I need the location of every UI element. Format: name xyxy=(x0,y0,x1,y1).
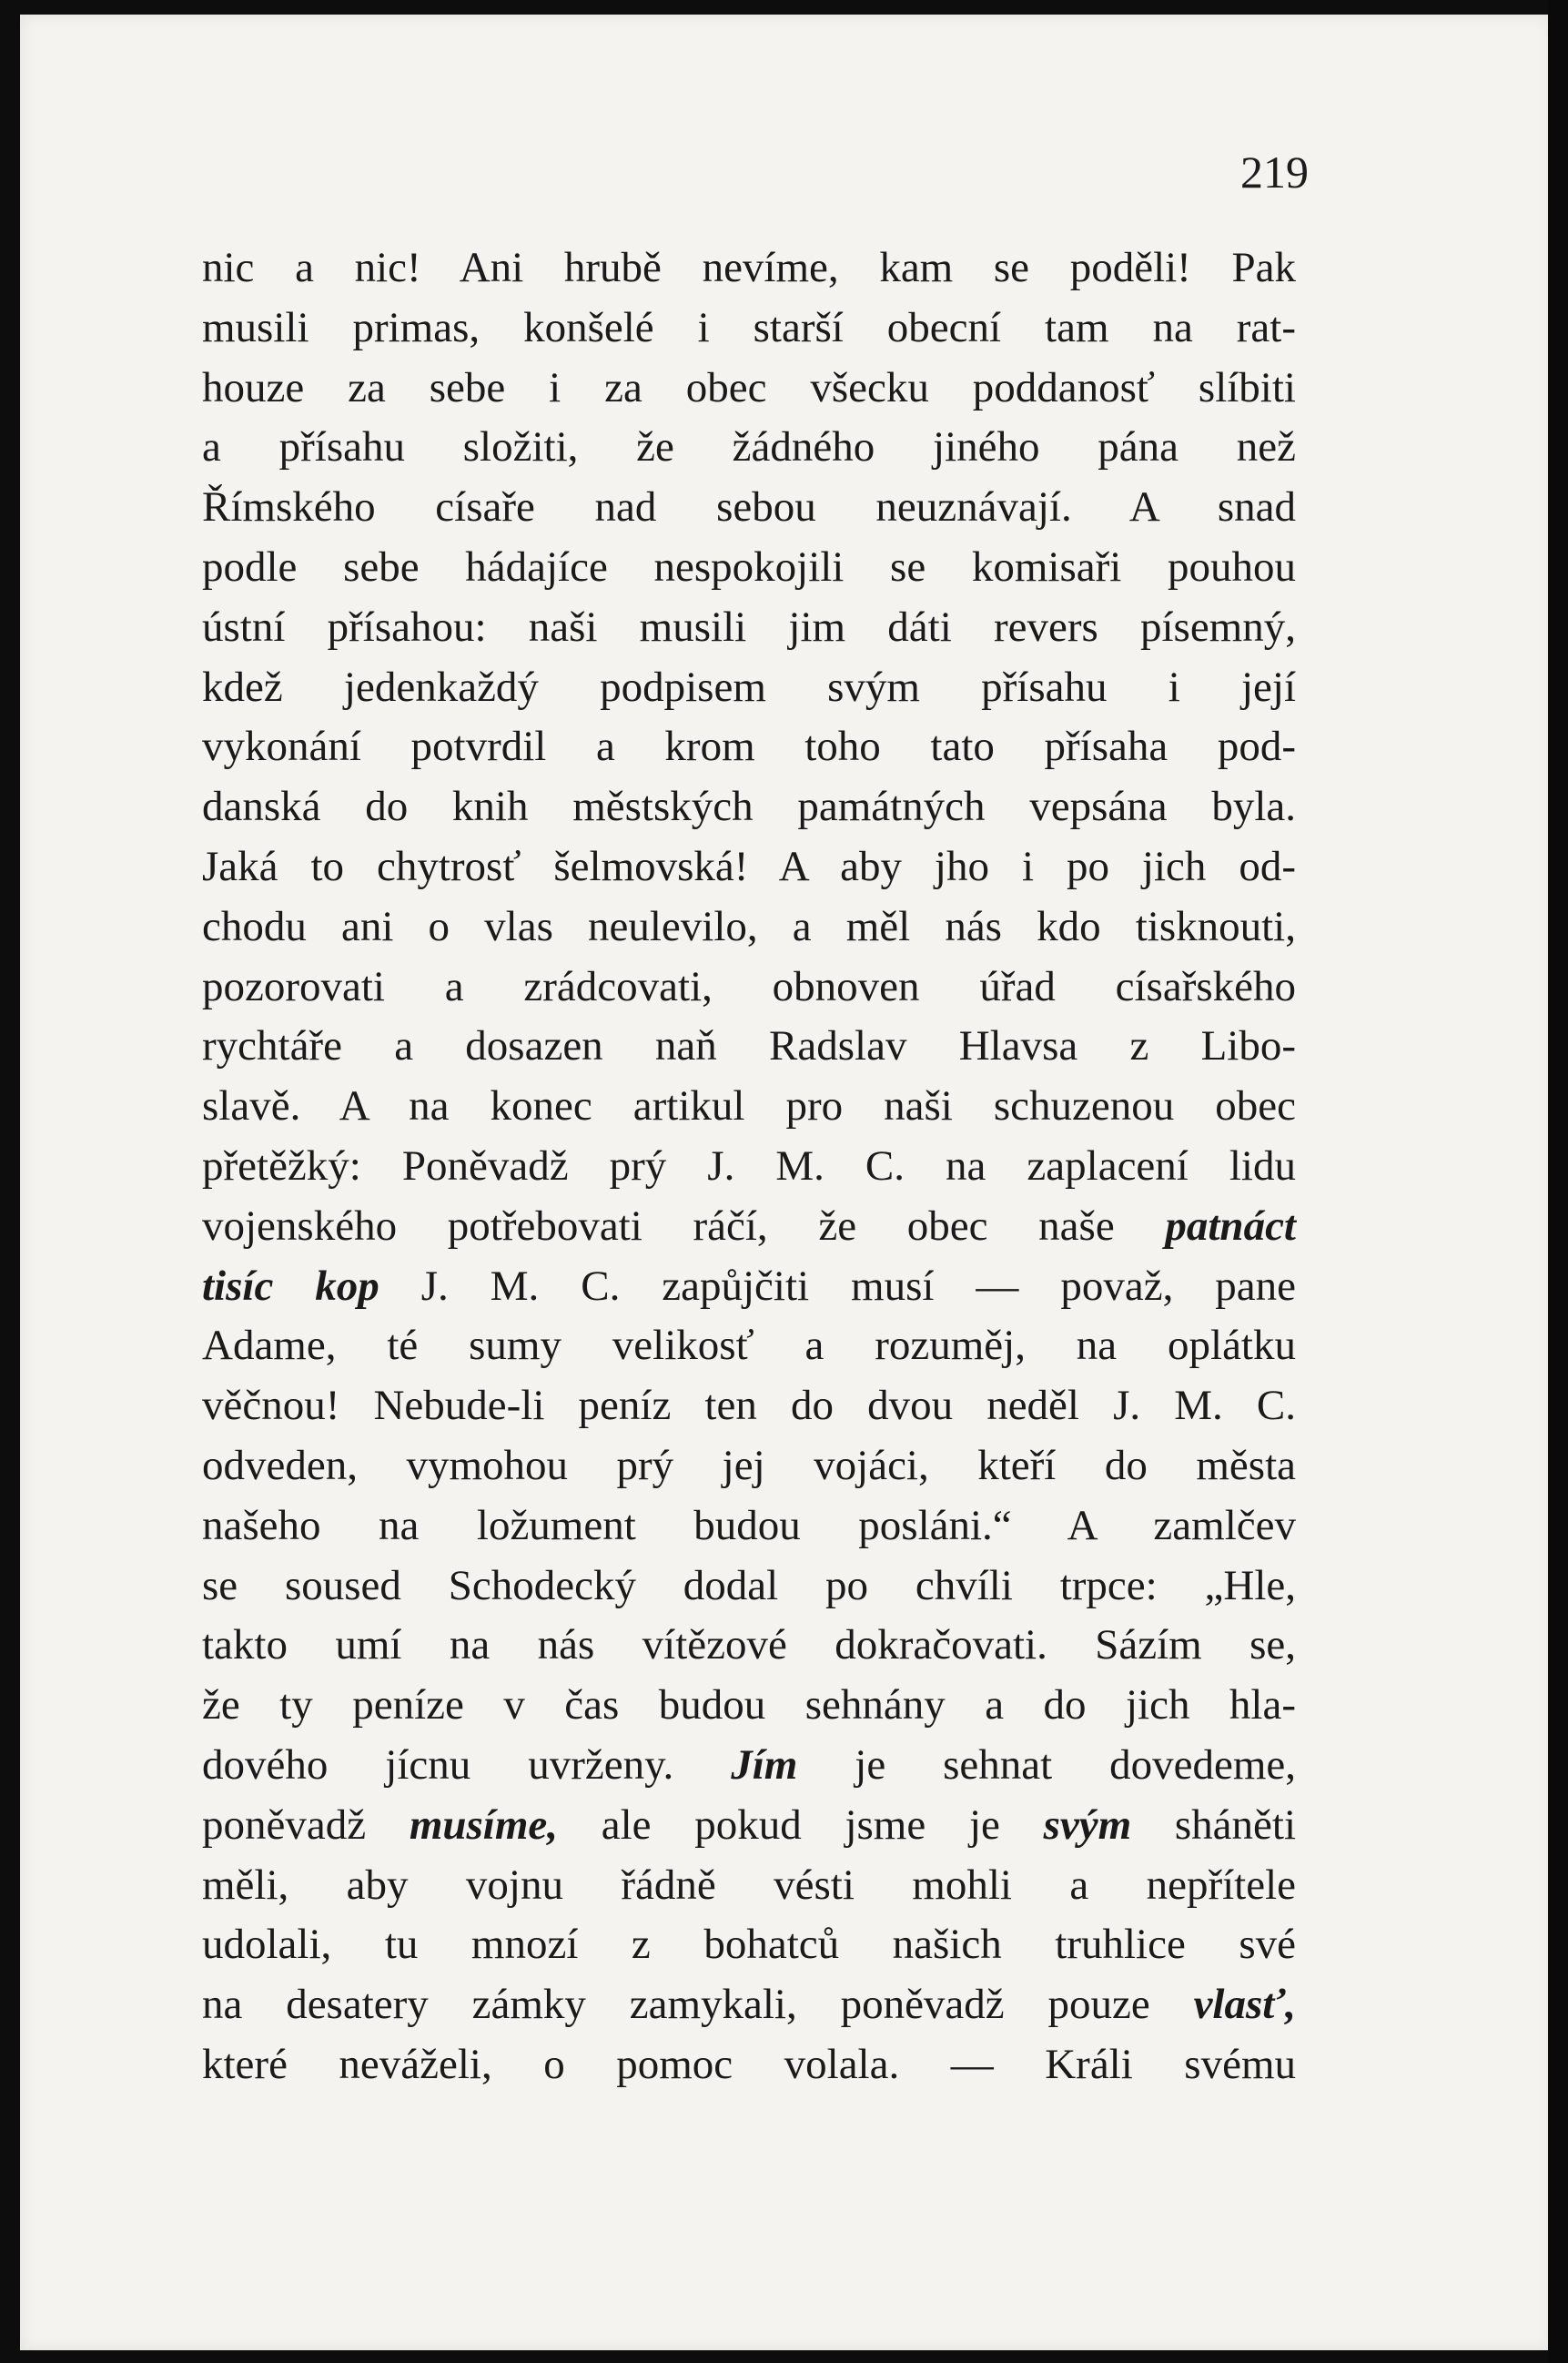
text-segment: poněvadž xyxy=(202,1800,367,1849)
text-line: chodu ani o vlas neulevilo, a měl nás kdo tisknouti, xyxy=(202,902,1296,950)
scan-edge xyxy=(1548,0,1568,2363)
text-segment: vojenského potřebovati ráčí, že obec naše xyxy=(202,1202,1115,1250)
text-line: ústní přísahou: naši musili jim dáti revers písemný, xyxy=(202,603,1296,651)
emphasized-text: Jím xyxy=(731,1740,798,1789)
text-line: měli, aby vojnu řádně vésti mohli a nepřítele xyxy=(202,1861,1296,1909)
text-line: že ty peníze v čas budou sehnány a do jich hla- xyxy=(202,1681,1296,1729)
text-segment: je sehnat dovedeme, xyxy=(855,1740,1296,1789)
text-line xyxy=(202,1796,1296,1856)
text-line xyxy=(202,1736,1296,1796)
emphasized-text: patnáct xyxy=(1165,1202,1296,1250)
text-line: věčnou! Nebude-li peníz ten do dvou neděl J. M. C. xyxy=(202,1382,1296,1430)
text-line: slavě. A na konec artikul pro naši schuzenou obec xyxy=(202,1082,1296,1131)
text-line xyxy=(202,1975,1296,2035)
text-line: vykonání potvrdil a krom toho tato přísaha pod- xyxy=(202,723,1296,771)
text-line: Římského císaře nad sebou neuznávají. A snad xyxy=(202,483,1296,532)
text-line: takto umí na nás vítězové dokračovati. Sázím se, xyxy=(202,1621,1296,1669)
text-segment: J. M. C. zapůjčiti musí — považ, pane xyxy=(420,1262,1296,1310)
text-line: musili primas, konšelé i starší obecní tam na rat- xyxy=(202,303,1296,351)
text-line: se soused Schodecký dodal po chvíli trpce: „Hle, xyxy=(202,1561,1296,1609)
text-line xyxy=(202,1197,1296,1257)
text-segment: dového jícnu uvrženy. xyxy=(202,1740,674,1789)
text-line: danská do knih městských památných vepsána byla. xyxy=(202,783,1296,831)
text-line: přetěžký: Poněvadž prý J. M. C. na zaplacení lidu xyxy=(202,1141,1296,1190)
text-line: našeho na ložument budou posláni.“ A zamlčev xyxy=(202,1501,1296,1549)
text-line: nic a nic! Ani hrubě nevíme, kam se poděli! Pak xyxy=(202,244,1296,291)
emphasized-text: vlasť, xyxy=(1193,1981,1296,2029)
emphasized-text: musíme, xyxy=(409,1800,559,1849)
text-line: udolali, tu mnozí z bohatců našich truhlice své xyxy=(202,1921,1296,1969)
text-line: houze za sebe i za obec všecku poddanosť slíbiti xyxy=(202,363,1296,411)
text-segment: ale pokud jsme je xyxy=(601,1800,1000,1849)
text-line: odveden, vymohou prý jej vojáci, kteří do města xyxy=(202,1441,1296,1489)
text-line: které neváželi, o pomoc volala. — Králi svému xyxy=(202,2040,1296,2088)
body-text xyxy=(202,238,1296,2095)
text-segment: na desatery zámky zamykali, poněvadž pouze xyxy=(202,1981,1150,2029)
text-line: Jaká to chytrosť šelmovská! A aby jho i po jich od- xyxy=(202,842,1296,890)
text-segment: sháněti xyxy=(1174,1800,1297,1849)
emphasized-text: svým xyxy=(1043,1800,1132,1849)
text-line: rychtáře a dosazen naň Radslav Hlavsa z Libo- xyxy=(202,1022,1296,1070)
text-line: pozorovati a zrádcovati, obnoven úřad císařského xyxy=(202,962,1296,1010)
emphasized-text: tisíc kop xyxy=(202,1262,379,1310)
text-line: kdež jedenkaždý podpisem svým přísahu i její xyxy=(202,663,1296,711)
text-line xyxy=(202,1257,1296,1317)
page-number: 219 xyxy=(1240,147,1309,198)
text-line: Adame, té sumy velikosť a rozuměj, na oplátku xyxy=(202,1322,1296,1370)
text-line: a přísahu složiti, že žádného jiného pána než xyxy=(202,423,1296,472)
text-line: podle sebe hádajíce nespokojili se komisaři pouhou xyxy=(202,543,1296,591)
